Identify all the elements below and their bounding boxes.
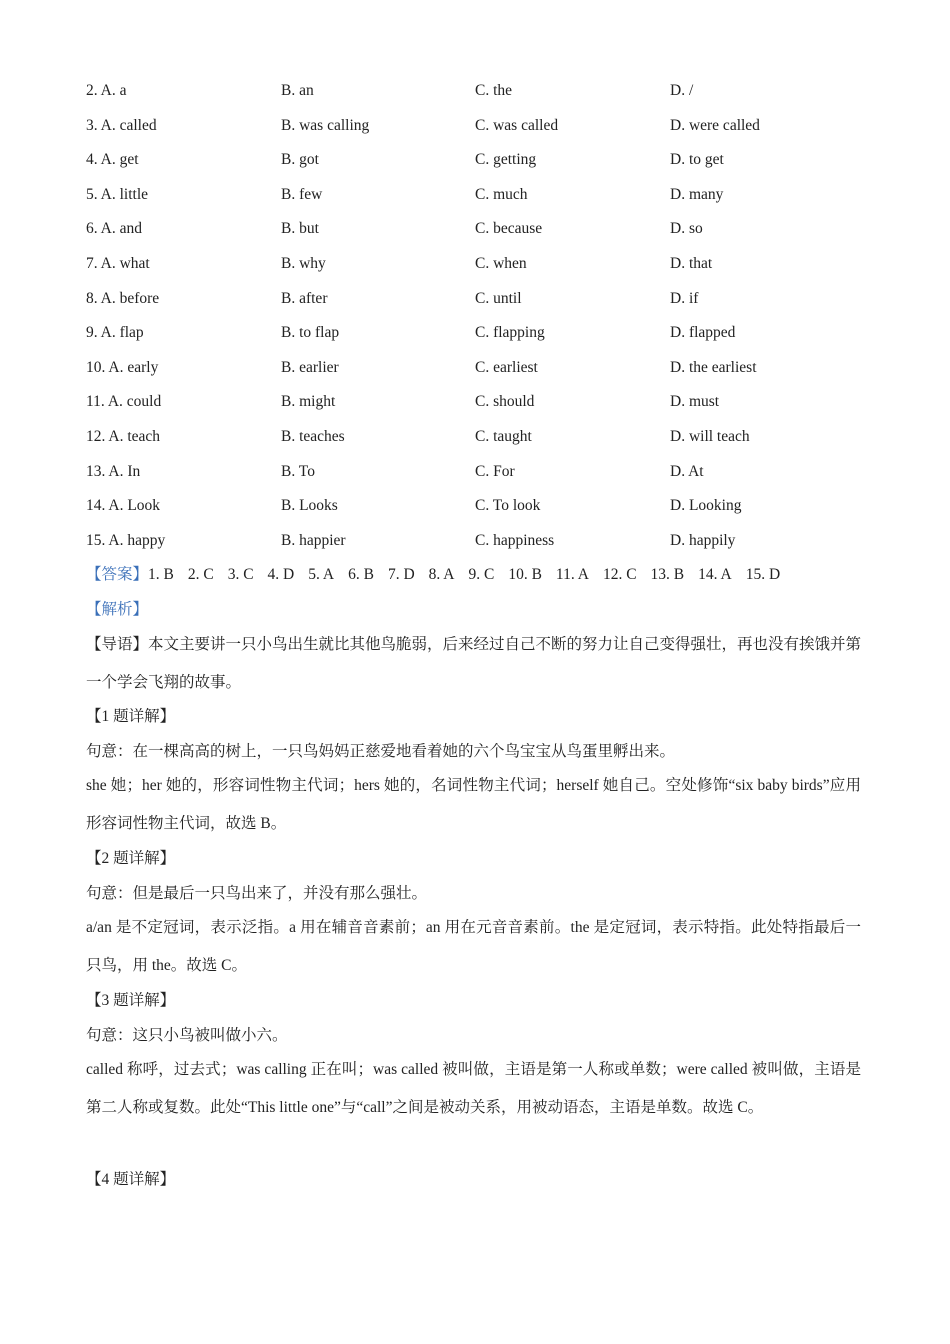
- answer-key: [86, 562, 780, 588]
- option-a: 2. A. a: [86, 82, 127, 99]
- answer-item: 5. A: [308, 566, 335, 583]
- option-row-14: [86, 493, 876, 528]
- intro-paragraph: 【导语】本文主要讲一只小鸟出生就比其他鸟脆弱，后来经过自己不断的努力让自己变得强壮，再也没有挨饿并第一个学会飞翔的故事。: [86, 636, 862, 691]
- option-a: 14. A. Look: [86, 497, 161, 515]
- option-c: C. the: [475, 82, 513, 99]
- option-a: 3. A. called: [86, 116, 157, 134]
- option-a: 4. A. get: [86, 151, 139, 169]
- option-c: C. much: [475, 185, 528, 203]
- option-row-12: [86, 424, 876, 459]
- option-b: B. after: [281, 289, 328, 307]
- option-row-3: [86, 113, 876, 148]
- option-row-13: [86, 459, 876, 494]
- option-c: C. taught: [475, 427, 532, 445]
- answer-item: 13. B: [650, 566, 685, 583]
- answer-item: 15. D: [745, 566, 781, 583]
- option-d: D. to get: [670, 151, 724, 169]
- option-b: B. but: [281, 220, 319, 238]
- option-c: C. flapping: [475, 324, 545, 342]
- option-a: 10. A. early: [86, 358, 159, 376]
- option-b: B. might: [281, 393, 336, 411]
- option-b: B. Looks: [281, 497, 338, 515]
- option-d: D. so: [670, 220, 703, 238]
- option-c: C. To look: [475, 497, 541, 515]
- q1-explanation: she 她；her 她的，形容词性物主代词；hers 她的，名词性物主代词；herself 她自己。空处修饰“six baby birds”应用形容词性物主代词，故选 B。: [86, 777, 861, 832]
- option-d: D. /: [670, 82, 694, 99]
- option-row-4: [86, 147, 876, 182]
- option-c: C. was called: [475, 116, 559, 134]
- answer-item: 4. D: [267, 566, 295, 583]
- option-d: D. will teach: [670, 427, 750, 445]
- answer-item: 10. B: [508, 566, 542, 583]
- answer-item: 2. C: [187, 566, 214, 583]
- answer-item: 8. A: [428, 566, 455, 583]
- option-d: D. Looking: [670, 497, 742, 515]
- option-c: C. because: [475, 220, 543, 238]
- option-d: D. At: [670, 462, 704, 480]
- q4-heading: 【4 题详解】: [86, 1171, 176, 1188]
- options-table: [86, 78, 876, 562]
- answer-label: 【答案】: [86, 566, 149, 583]
- q2-heading: 【2 题详解】: [86, 850, 176, 867]
- option-d: D. happily: [670, 531, 736, 549]
- q1-meaning: 句意：在一棵高高的树上，一只鸟妈妈正慈爱地看着她的六个鸟宝宝从鸟蛋里孵出来。: [86, 743, 676, 760]
- answer-item: 7. D: [387, 566, 415, 583]
- answer-item: 6. B: [348, 566, 374, 583]
- option-d: D. if: [670, 289, 699, 307]
- option-c: C. until: [475, 289, 522, 307]
- option-b: B. To: [281, 462, 315, 480]
- option-a: 11. A. could: [86, 393, 162, 411]
- answer-item: 3. C: [227, 566, 254, 583]
- option-d: D. that: [670, 254, 713, 272]
- q2-meaning: 句意：但是最后一只鸟出来了，并没有那么强壮。: [86, 885, 428, 902]
- option-b: B. earlier: [281, 358, 339, 376]
- option-b: B. few: [281, 185, 323, 203]
- option-row-2: [86, 78, 876, 113]
- option-b: B. to flap: [281, 324, 340, 342]
- option-a: 7. A. what: [86, 254, 150, 272]
- option-a: 9. A. flap: [86, 324, 144, 342]
- option-c: C. earliest: [475, 358, 538, 376]
- option-row-15: [86, 528, 876, 563]
- option-row-8: [86, 286, 876, 321]
- q3-meaning: 句意：这只小鸟被叫做小六。: [86, 1027, 288, 1044]
- analysis-label: 【解析】: [86, 601, 149, 618]
- q3-heading: 【3 题详解】: [86, 992, 176, 1009]
- q2-explanation: a/an 是不定冠词，表示泛指。a 用在辅音音素前；an 用在元音音素前。the 是定冠词，表示特指。此处特指最后一只鸟，用 the。故选 C。: [86, 919, 861, 974]
- option-c: C. getting: [475, 151, 537, 169]
- analysis-heading: [86, 597, 861, 623]
- option-b: B. happier: [281, 531, 346, 549]
- option-row-7: [86, 251, 876, 286]
- option-a: 5. A. little: [86, 185, 148, 203]
- option-a: 13. A. In: [86, 462, 141, 480]
- option-c: C. should: [475, 393, 535, 411]
- option-b: B. teaches: [281, 427, 345, 445]
- option-c: C. when: [475, 254, 527, 272]
- option-b: B. why: [281, 254, 326, 272]
- option-c: C. happiness: [475, 531, 555, 549]
- option-d: D. the earliest: [670, 358, 757, 376]
- option-a: 12. A. teach: [86, 427, 161, 445]
- option-b: B. an: [281, 82, 314, 99]
- answer-item: 14. A: [698, 566, 732, 583]
- option-row-10: [86, 355, 876, 390]
- option-d: D. many: [670, 185, 724, 203]
- option-a: 8. A. before: [86, 289, 160, 307]
- answer-item: 1. B: [148, 566, 174, 583]
- option-b: B. got: [281, 151, 319, 169]
- q3-explanation: called 称呼，过去式；was calling 正在叫；was called 被叫做，主语是第一人称或单数；were called 被叫做，主语是第二人称或复数。此处“This little one”与“call”之间是被动关系，用被动语态，主语是单数。故选 C。: [86, 1061, 861, 1116]
- option-row-6: [86, 216, 876, 251]
- option-d: D. flapped: [670, 324, 736, 342]
- answer-item: 11. A: [555, 566, 589, 583]
- answer-item: 9. C: [468, 566, 495, 583]
- option-a: 15. A. happy: [86, 531, 166, 549]
- option-row-11: [86, 389, 876, 424]
- option-row-9: [86, 320, 876, 355]
- option-a: 6. A. and: [86, 220, 142, 238]
- option-row-5: [86, 182, 876, 217]
- option-d: D. must: [670, 393, 720, 411]
- answer-item: 12. C: [602, 566, 637, 583]
- option-c: C. For: [475, 462, 515, 480]
- option-d: D. were called: [670, 116, 760, 134]
- q1-heading: 【1 题详解】: [86, 708, 176, 725]
- option-b: B. was calling: [281, 116, 370, 134]
